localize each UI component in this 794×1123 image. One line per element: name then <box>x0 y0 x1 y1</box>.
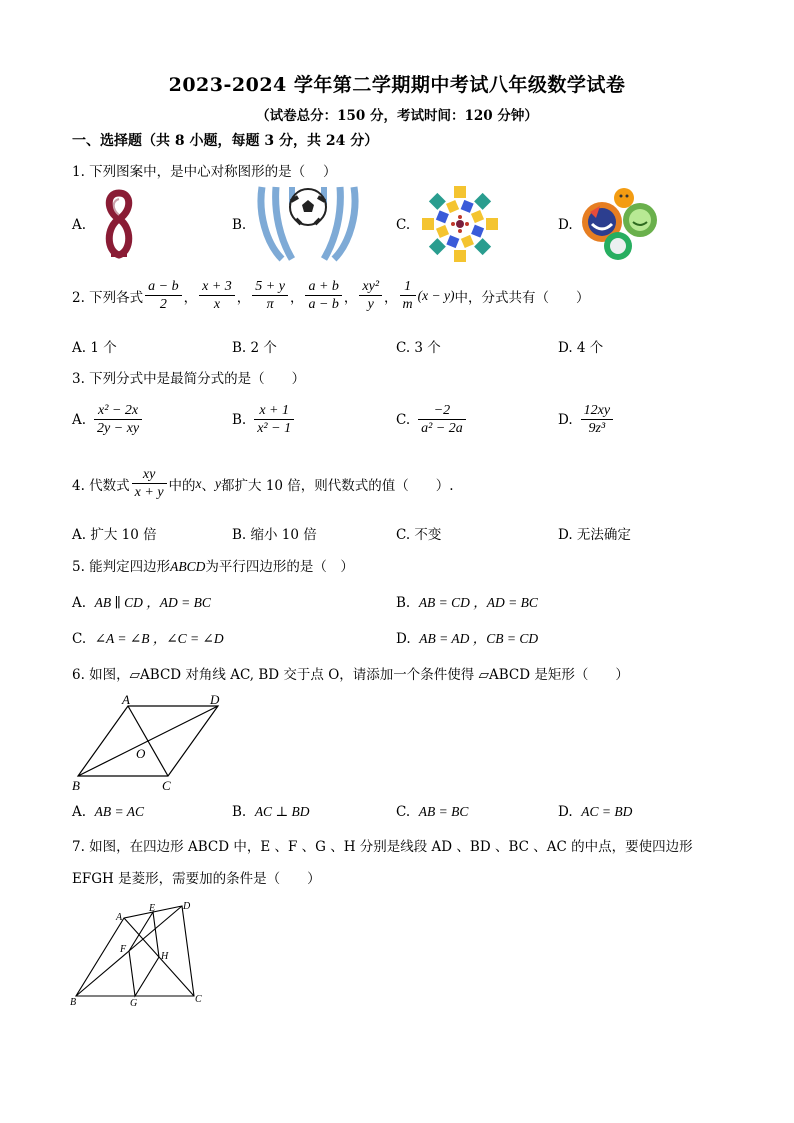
q5-option-c <box>72 627 224 647</box>
question-7-line-1: 7. 如图，在四边形 ABCD 中，E 、F 、G 、H 分别是线段 AD 、BD 、BC 、AC 的中点，要使四边形 <box>72 839 693 855</box>
q6-option-c <box>396 804 468 820</box>
q6-option-c-label: C. <box>396 804 411 820</box>
q1-image-cartoon-faces <box>578 184 660 264</box>
q5-option-a <box>72 591 211 611</box>
q7-label-h: H <box>161 951 169 962</box>
q3-option-a-label: A. <box>72 411 87 428</box>
q4-mid: 中的 <box>168 477 196 494</box>
question-6-stem: 6. 如图，▱ABCD 对角线 AC, BD 交于点 O，请添加一个条件使得 ▱ABCD 是矩形（ ） <box>72 667 629 683</box>
q2-f5-den: y <box>367 297 374 312</box>
q4-num: xy <box>132 466 167 484</box>
q6-option-d-text: AC = BD <box>581 804 633 819</box>
q5-suffix: 为平行四边形的是（ ） <box>205 559 354 575</box>
q2-f1-num: a − b <box>145 278 181 296</box>
q7-label-g: G <box>130 998 138 1009</box>
q2-fraction-4 <box>305 278 341 313</box>
q3-a-num: x² − 2x <box>94 402 142 420</box>
page-title: 2023-2024 学年第二学期期中考试八年级数学试卷 <box>168 74 626 96</box>
q3-option-d <box>558 402 615 437</box>
q2-prefix: 2. 下列各式 <box>72 289 144 306</box>
q2-f2-num: x + 3 <box>199 278 235 296</box>
q4-fraction <box>132 466 167 501</box>
q7-label-d: D <box>183 901 191 912</box>
q6-label-b: B <box>72 778 80 792</box>
q5-option-b <box>396 591 538 611</box>
q3-option-d-label: D. <box>558 411 573 428</box>
q6-option-d <box>558 804 632 820</box>
q3-option-b-label: B. <box>232 411 247 428</box>
q2-f3-den: π <box>266 297 274 312</box>
q2-tail-expression: (x − y) <box>417 287 455 303</box>
q5-option-a-label: A. <box>72 595 87 611</box>
q6-parallelogram-figure <box>68 692 238 792</box>
q3-option-c-label: C. <box>396 411 411 428</box>
q5-option-b-label: B. <box>396 595 411 611</box>
q2-f5-num: xy² <box>359 278 382 296</box>
q2-suffix: 中，分式共有（ ） <box>454 289 590 306</box>
q1-option-a-label: A. <box>72 217 87 233</box>
q3-a-den: 2y − xy <box>97 421 140 436</box>
q2-f1-den: 2 <box>159 297 167 312</box>
q2-fraction-2 <box>199 278 235 313</box>
q7-label-c: C <box>195 994 202 1005</box>
q1-option-d-label: D. <box>558 217 573 233</box>
q7-quadrilateral-figure <box>68 898 218 1010</box>
q3-c-den: a² − 2a <box>421 421 463 436</box>
q2-option-a: A. 1 个 <box>72 340 117 356</box>
q1-option-b-label: B. <box>232 217 247 233</box>
q3-d-den: 9z³ <box>588 421 606 436</box>
q6-option-a-label: A. <box>72 804 87 820</box>
q2-f4-num: a + b <box>305 278 341 296</box>
q3-option-a <box>72 402 144 437</box>
q5-option-a-text: AB ∥ CD ，AD = BC <box>94 595 211 610</box>
q5-option-b-text: AB = CD ，AD = BC <box>418 595 538 610</box>
q4-den: x + y <box>134 485 164 500</box>
q6-option-b-text: AC ⊥ BD <box>254 804 310 819</box>
q6-option-b <box>232 804 310 820</box>
q5-option-c-text: ∠A = ∠B ，∠C = ∠D <box>94 631 224 646</box>
q1-option-c-label: C. <box>396 217 411 233</box>
q4-var-x: x <box>195 475 202 491</box>
q3-option-a-fraction <box>94 402 142 437</box>
q2-option-b: B. 2 个 <box>232 340 277 356</box>
q3-option-d-fraction <box>581 402 613 437</box>
q3-b-den: x² − 1 <box>257 421 292 436</box>
q2-f4-den: a − b <box>308 297 339 312</box>
q7-label-e: E <box>149 903 156 914</box>
q5-option-d-text: AB = AD ，CB = CD <box>419 631 539 646</box>
question-2-stem: 2. 下列各式 $\frac{a - b}{2}$ ， $\frac{x + 3}{x}$ ， $\frac{5 + y}{\pi}$ ， $\frac{a + b}{a - b}$ ， $\frac{\text{xy²}}{y}$ ， $\frac{1}{m}$ (x − y) 中，分式共有（ ） <box>72 279 590 312</box>
q6-option-d-label: D. <box>558 804 573 820</box>
q2-fraction-5 <box>359 278 382 313</box>
q6-label-a: A <box>122 692 130 707</box>
q2-f3-num: 5 + y <box>252 278 288 296</box>
q3-option-c <box>396 402 468 437</box>
q4-option-a: A. 扩大 10 倍 <box>72 527 157 543</box>
q2-f2-den: x <box>213 297 221 312</box>
section-heading: 一、选择题（共 8 小题，每题 3 分，共 24 分） <box>72 133 379 149</box>
q7-label-a: A <box>116 912 123 923</box>
q5-option-d-label: D. <box>396 631 411 647</box>
q2-f6-den: m <box>402 297 413 312</box>
q4-option-c: C. 不变 <box>396 527 442 543</box>
exam-info: （试卷总分：150 分，考试时间：120 分钟） <box>256 108 538 124</box>
q6-label-d: D <box>210 692 220 707</box>
q2-fraction-6 <box>400 278 416 313</box>
q2-option-d: D. 4 个 <box>558 340 604 356</box>
q3-option-b-fraction <box>254 402 294 437</box>
q3-c-num: −2 <box>418 402 466 420</box>
question-5-stem <box>72 555 354 575</box>
q3-d-num: 12xy <box>581 402 613 420</box>
q1-image-football-stripes <box>256 183 360 263</box>
q4-var-y: y <box>215 475 222 491</box>
q6-option-c-text: AB = BC <box>418 804 469 819</box>
q5-prefix: 5. 能判定四边形 <box>72 559 171 575</box>
q2-fraction-1 <box>145 278 181 313</box>
q7-label-b: B <box>70 997 77 1008</box>
q2-f6-num: 1 <box>400 278 416 296</box>
question-4-stem <box>72 466 454 501</box>
q4-option-b: B. 缩小 10 倍 <box>232 527 317 543</box>
q6-label-o: O <box>136 746 146 761</box>
q7-label-f: F <box>120 944 127 955</box>
q4-prefix: 4. 代数式 <box>72 477 130 494</box>
q2-fraction-3 <box>252 278 288 313</box>
q5-var: ABCD <box>170 559 206 574</box>
q2-option-c: C. 3 个 <box>396 340 441 356</box>
q6-label-c: C <box>162 778 171 792</box>
q5-option-c-label: C. <box>72 631 87 647</box>
question-1-stem: 1. 下列图案中，是中心对称图形的是（ ） <box>72 164 337 180</box>
q3-option-c-fraction <box>418 402 466 437</box>
q1-image-star-mosaic <box>420 184 500 264</box>
q1-image-trophy-logo <box>98 187 140 261</box>
q5-option-d <box>396 627 538 647</box>
q4-suffix: 都扩大 10 倍，则代数式的值（ ）. <box>221 477 454 494</box>
q3-b-num: x + 1 <box>254 402 294 420</box>
q6-option-b-label: B. <box>232 804 247 820</box>
question-3-stem: 3. 下列分式中是最简分式的是（ ） <box>72 371 306 387</box>
q4-option-d: D. 无法确定 <box>558 527 631 543</box>
q6-option-a-text: AB = AC <box>94 804 144 819</box>
question-7-line-2: EFGH 是菱形，需要加的条件是（ ） <box>72 871 321 887</box>
q4-separator: 、 <box>201 477 216 494</box>
q3-option-b <box>232 402 296 437</box>
q6-option-a <box>72 804 144 820</box>
